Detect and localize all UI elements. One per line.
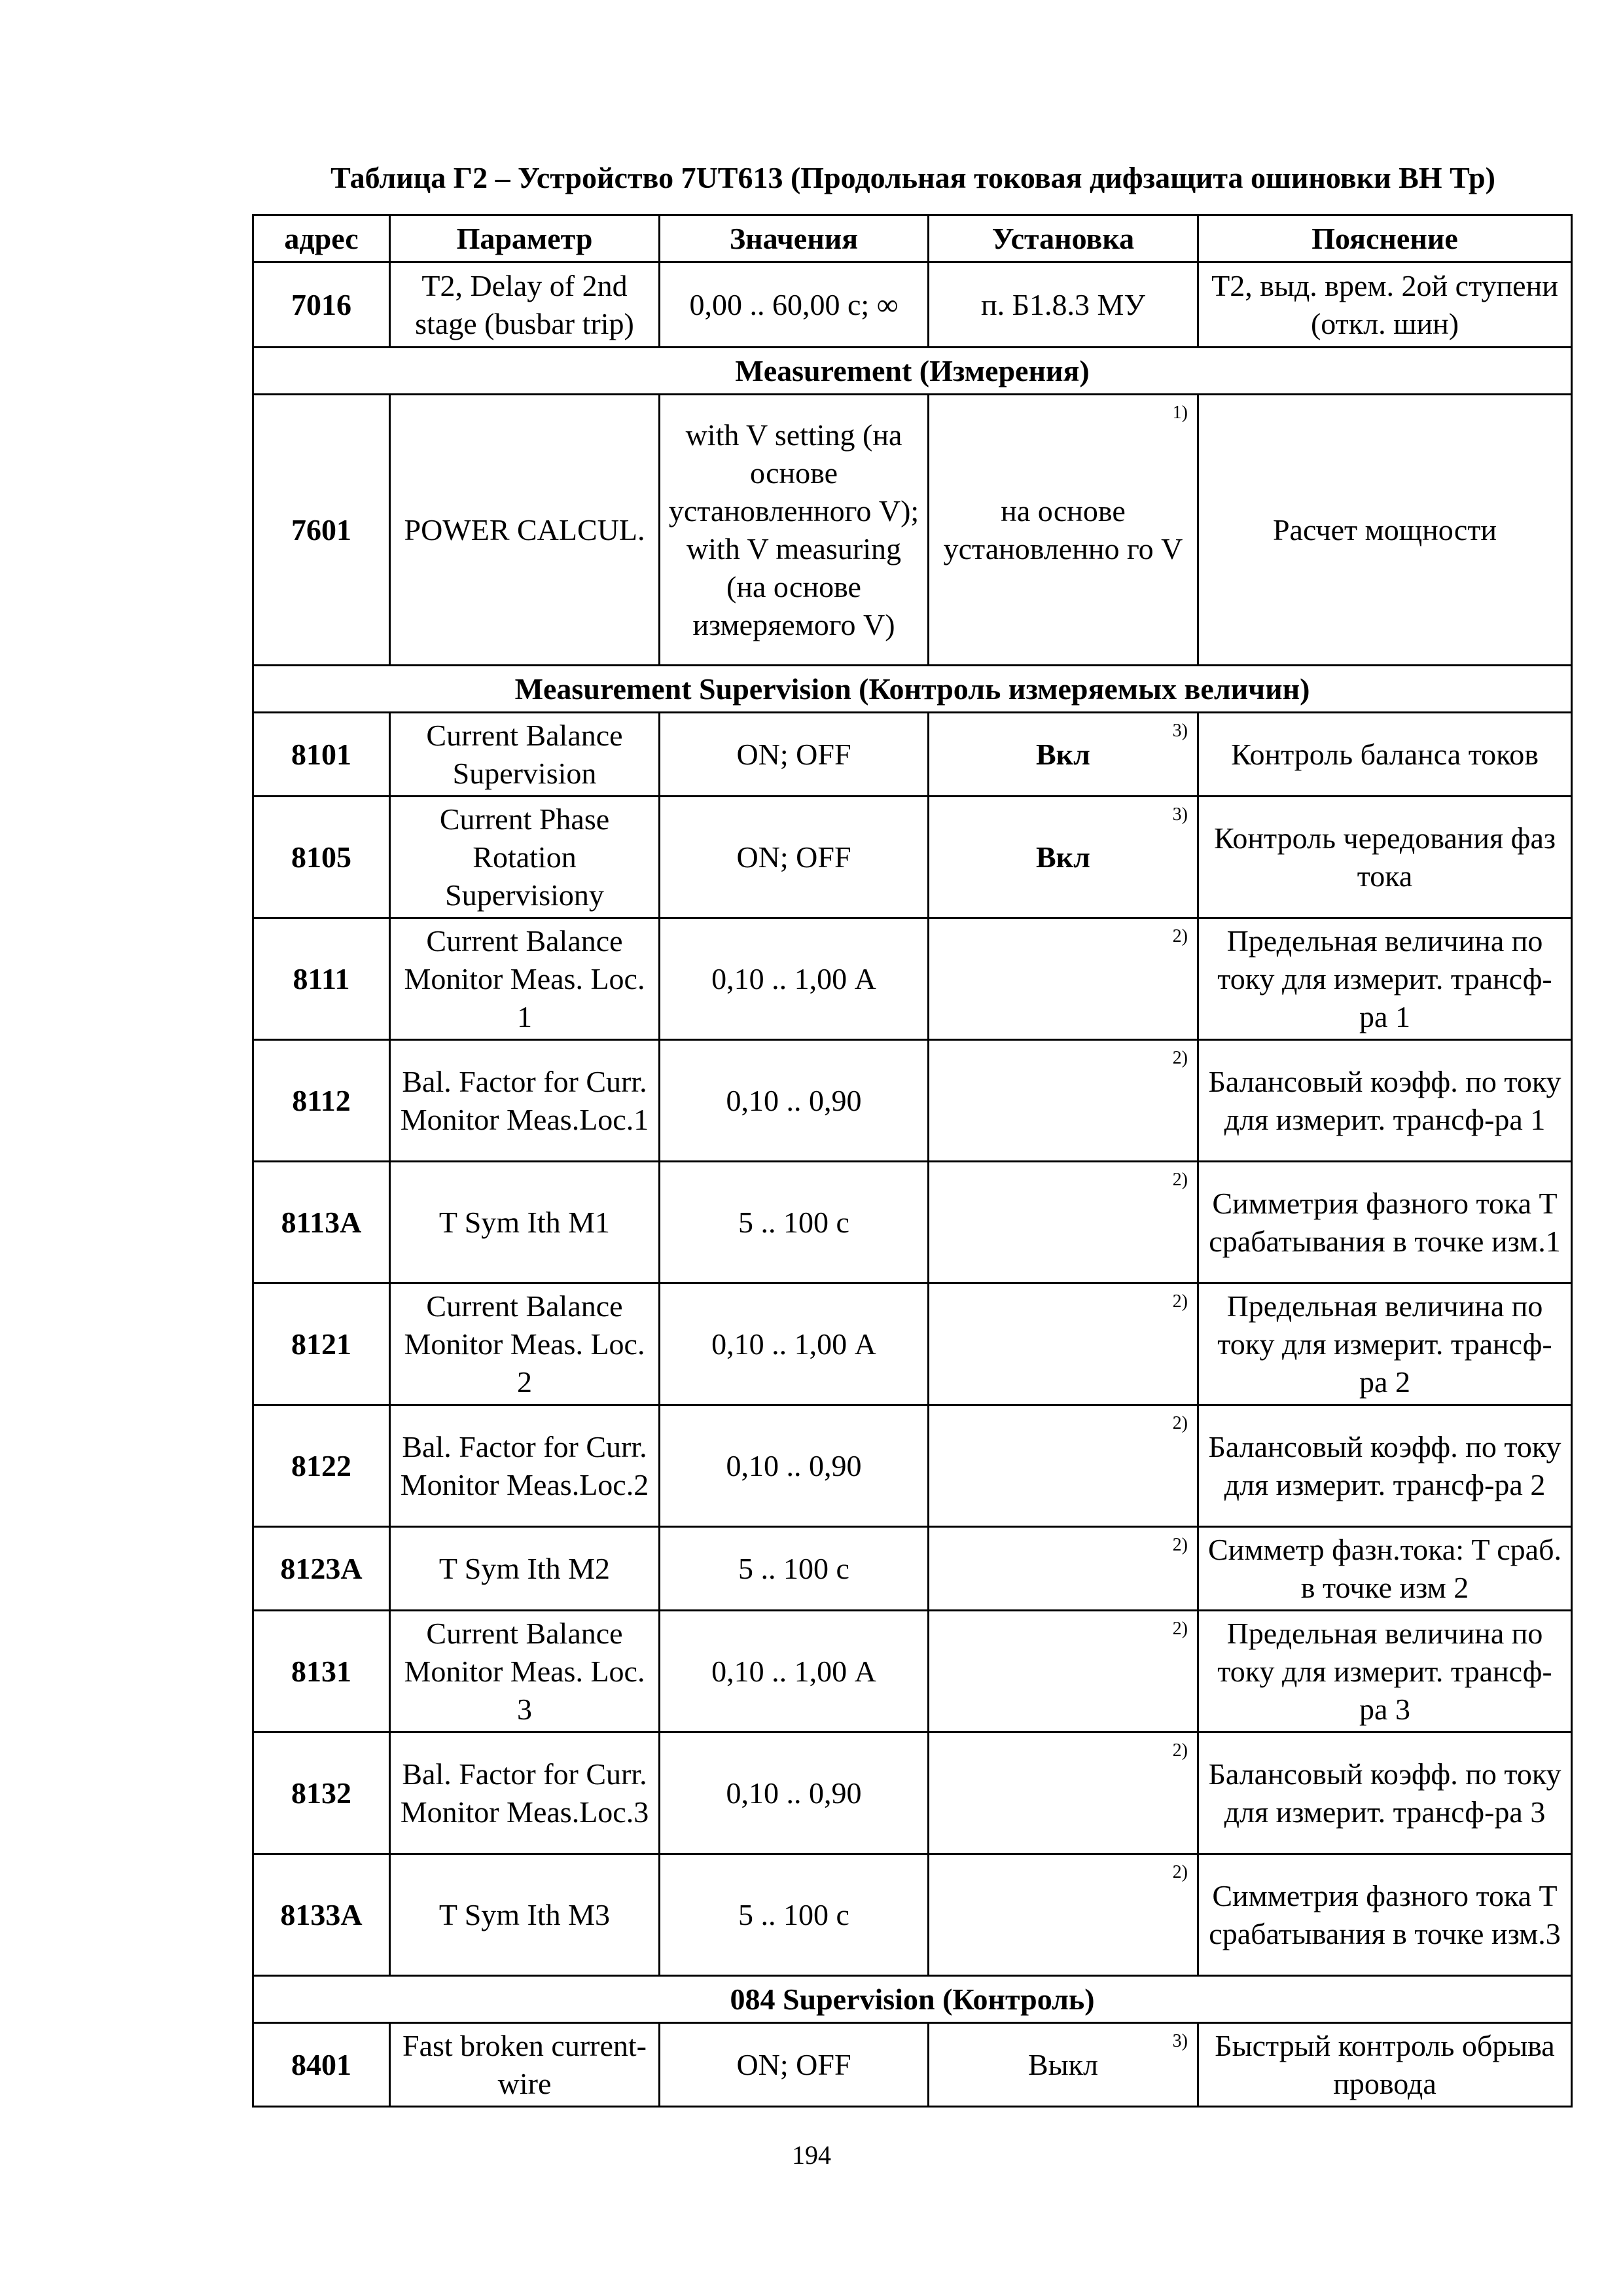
- cell-values: 0,00 .. 60,00 с; ∞: [660, 262, 929, 348]
- cell-address: 8112: [253, 1040, 390, 1162]
- cell-parameter: T2, Delay of 2nd stage (busbar trip): [390, 262, 660, 348]
- footnote-marker: 3): [1172, 2031, 1188, 2051]
- header-row: [253, 215, 1572, 262]
- section-row: [253, 1976, 1572, 2023]
- footnote-marker: 3): [1172, 721, 1188, 741]
- cell-parameter: Bal. Factor for Curr. Monitor Meas.Loc.3: [390, 1732, 660, 1854]
- page-number: 194: [792, 2140, 831, 2170]
- cell-values: 0,10 .. 0,90: [660, 1732, 929, 1854]
- table-row: [253, 1405, 1572, 1527]
- cell-explanation: Контроль баланса токов: [1198, 713, 1572, 797]
- footnote-marker: 2): [1172, 1740, 1188, 1761]
- cell-values: 0,10 .. 1,00 А: [660, 1611, 929, 1732]
- cell-parameter: Current Balance Monitor Meas. Loc. 1: [390, 918, 660, 1040]
- cell-address: 8122: [253, 1405, 390, 1527]
- cell-values: 5 .. 100 с: [660, 1854, 929, 1976]
- cell-values: 0,10 .. 1,00 А: [660, 918, 929, 1040]
- cell-values: 0,10 .. 1,00 А: [660, 1283, 929, 1405]
- table-row: [253, 1162, 1572, 1283]
- footnote-marker: 2): [1172, 1535, 1188, 1555]
- cell-setting: п. Б1.8.3 МУ: [929, 262, 1198, 348]
- table-row: [253, 797, 1572, 918]
- cell-parameter: Bal. Factor for Curr. Monitor Meas.Loc.1: [390, 1040, 660, 1162]
- cell-values: 0,10 .. 0,90: [660, 1040, 929, 1162]
- cell-address: 8121: [253, 1283, 390, 1405]
- cell-explanation: Симметр фазн.тока: T сраб. в точке изм 2: [1198, 1527, 1572, 1611]
- cell-explanation: Балансовый коэфф. по току для измерит. трансф-ра 2: [1198, 1405, 1572, 1527]
- cell-address: 7601: [253, 395, 390, 666]
- table-row: [253, 395, 1572, 666]
- table-row: [253, 262, 1572, 348]
- table-row: [253, 713, 1572, 797]
- cell-parameter: T Sym Ith M2: [390, 1527, 660, 1611]
- footnote-marker: 2): [1172, 926, 1188, 946]
- cell-address: 8113A: [253, 1162, 390, 1283]
- cell-values: [660, 395, 929, 666]
- cell-values: 5 .. 100 с: [660, 1162, 929, 1283]
- cell-address: 8101: [253, 713, 390, 797]
- footnote-marker: 3): [1172, 804, 1188, 825]
- cell-explanation: Контроль чередования фаз тока: [1198, 797, 1572, 918]
- cell-address: 8111: [253, 918, 390, 1040]
- setting-text: на основе установленно го V: [943, 493, 1183, 565]
- cell-values: ON; OFF: [660, 713, 929, 797]
- table-row: [253, 1854, 1572, 1976]
- cell-setting: [929, 1283, 1198, 1405]
- cell-values: ON; OFF: [660, 2023, 929, 2107]
- values-line: with V setting (на основе установленного V); with V measuring (на основе измеряемого V): [668, 418, 919, 641]
- cell-parameter: T Sym Ith M1: [390, 1162, 660, 1283]
- cell-address: 8131: [253, 1611, 390, 1732]
- footnote-marker: 2): [1172, 1413, 1188, 1433]
- footnote-marker: 2): [1172, 1170, 1188, 1190]
- header-explanation: Пояснение: [1198, 215, 1572, 262]
- header-address: адрес: [253, 215, 390, 262]
- cell-setting: [929, 395, 1198, 666]
- cell-setting: [929, 1405, 1198, 1527]
- cell-address: 8133A: [253, 1854, 390, 1976]
- cell-values: 5 .. 100 с: [660, 1527, 929, 1611]
- section-title: Measurement Supervision (Контроль измеряемых величин): [253, 666, 1572, 713]
- footnote-marker: 2): [1172, 1862, 1188, 1882]
- header-setting: Установка: [929, 215, 1198, 262]
- cell-parameter: Current Balance Monitor Meas. Loc. 3: [390, 1611, 660, 1732]
- settings-table: [252, 214, 1573, 2108]
- cell-setting: [929, 1040, 1198, 1162]
- footnote-marker: 2): [1172, 1619, 1188, 1639]
- cell-explanation: Быстрый контроль обрыва провода: [1198, 2023, 1572, 2107]
- cell-setting: [929, 797, 1198, 918]
- setting-text: Вкл: [1036, 840, 1090, 874]
- cell-setting: [929, 2023, 1198, 2107]
- cell-explanation: Симметрия фазного тока T срабатывания в точке изм.1: [1198, 1162, 1572, 1283]
- table-row: [253, 918, 1572, 1040]
- cell-explanation: Предельная величина по току для измерит. трансф-ра 1: [1198, 918, 1572, 1040]
- cell-setting: [929, 1611, 1198, 1732]
- header-values: Значения: [660, 215, 929, 262]
- cell-values: 0,10 .. 0,90: [660, 1405, 929, 1527]
- footnote-marker: 1): [1172, 403, 1188, 423]
- cell-address: 7016: [253, 262, 390, 348]
- section-title: 084 Supervision (Контроль): [253, 1976, 1572, 2023]
- header-parameter: Параметр: [390, 215, 660, 262]
- cell-explanation: Расчет мощности: [1198, 395, 1572, 666]
- section-row: [253, 666, 1572, 713]
- cell-values: ON; OFF: [660, 797, 929, 918]
- cell-parameter: Current Phase Rotation Supervisiony: [390, 797, 660, 918]
- cell-parameter: Current Balance Supervision: [390, 713, 660, 797]
- cell-setting: [929, 1732, 1198, 1854]
- table-row: [253, 2023, 1572, 2107]
- footnote-marker: 2): [1172, 1048, 1188, 1068]
- footnote-marker: 2): [1172, 1291, 1188, 1312]
- cell-setting: [929, 918, 1198, 1040]
- table-row: [253, 1040, 1572, 1162]
- cell-setting: [929, 1162, 1198, 1283]
- cell-setting: [929, 713, 1198, 797]
- cell-setting: [929, 1527, 1198, 1611]
- table-row: [253, 1611, 1572, 1732]
- table-row: [253, 1732, 1572, 1854]
- cell-explanation: Балансовый коэфф. по току для измерит. трансф-ра 1: [1198, 1040, 1572, 1162]
- cell-explanation: Предельная величина по току для измерит. трансф-ра 2: [1198, 1283, 1572, 1405]
- table-row: [253, 1527, 1572, 1611]
- section-title: Measurement (Измерения): [253, 348, 1572, 395]
- cell-parameter: Bal. Factor for Curr. Monitor Meas.Loc.2: [390, 1405, 660, 1527]
- setting-text: Вкл: [1036, 737, 1090, 771]
- cell-explanation: T2, выд. врем. 2ой ступени (откл. шин): [1198, 262, 1572, 348]
- section-row: [253, 348, 1572, 395]
- setting-text: Выкл: [1028, 2047, 1098, 2081]
- cell-address: 8401: [253, 2023, 390, 2107]
- cell-parameter: Fast broken current-wire: [390, 2023, 660, 2107]
- cell-address: 8123A: [253, 1527, 390, 1611]
- cell-parameter: T Sym Ith M3: [390, 1854, 660, 1976]
- cell-explanation: Предельная величина по току для измерит. трансф-ра 3: [1198, 1611, 1572, 1732]
- cell-parameter: Current Balance Monitor Meas. Loc. 2: [390, 1283, 660, 1405]
- table-caption: Таблица Г2 – Устройство 7UT613 (Продольная токовая дифзащита ошиновки ВН Тр): [330, 161, 1495, 194]
- cell-address: 8132: [253, 1732, 390, 1854]
- table-row: [253, 1283, 1572, 1405]
- cell-setting: [929, 1854, 1198, 1976]
- cell-explanation: Балансовый коэфф. по току для измерит. трансф-ра 3: [1198, 1732, 1572, 1854]
- cell-explanation: Симметрия фазного тока T срабатывания в точке изм.3: [1198, 1854, 1572, 1976]
- cell-parameter: POWER CALCUL.: [390, 395, 660, 666]
- cell-address: 8105: [253, 797, 390, 918]
